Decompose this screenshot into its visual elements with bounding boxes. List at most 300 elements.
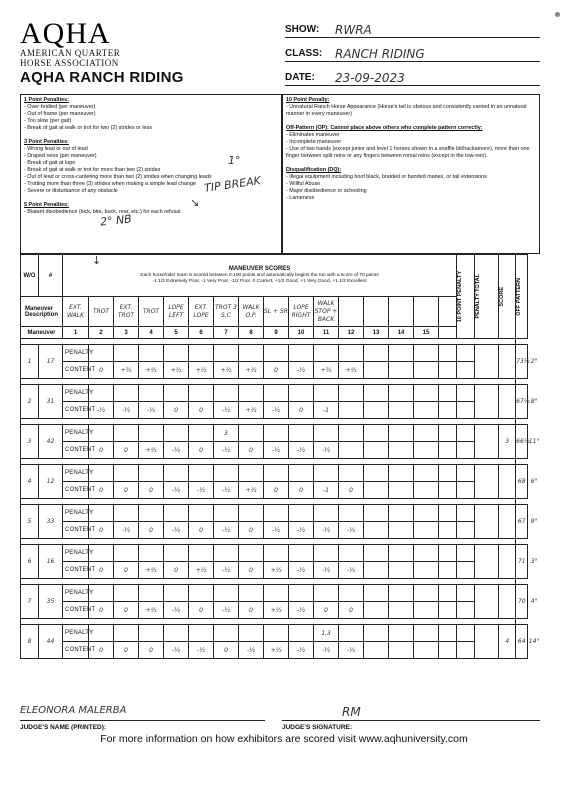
maneuver-score-cell[interactable] [389, 362, 414, 379]
penalty-cell[interactable] [114, 545, 139, 562]
penalty-cell[interactable] [339, 345, 364, 362]
maneuver-score-cell[interactable]: -½ [314, 442, 339, 459]
penalty-cell[interactable] [289, 385, 314, 402]
entry-work-order: 8 [21, 625, 39, 659]
maneuver-score-cell[interactable]: -½ [214, 522, 239, 539]
maneuver-score-cell[interactable]: 0 [114, 482, 139, 499]
maneuver-score-cell[interactable]: +½ [339, 362, 364, 379]
maneuver-description-label: Maneuver Description [21, 297, 63, 327]
corner-mark [555, 12, 560, 17]
maneuver-score-cell[interactable]: +½ [139, 442, 164, 459]
penalty-cell[interactable] [239, 625, 264, 642]
maneuver-score-cell[interactable]: +½ [139, 602, 164, 619]
maneuver-score-cell[interactable]: -½ [214, 482, 239, 499]
penalty-item: - Break of gait at lope [24, 160, 76, 166]
maneuver-score-cell[interactable]: -½ [339, 642, 364, 659]
maneuver-score-cell[interactable] [414, 442, 439, 459]
penalty-cell[interactable] [239, 385, 264, 402]
penalty-cell[interactable] [214, 585, 239, 602]
penalty-cell[interactable] [189, 345, 214, 362]
maneuver-score-cell[interactable]: 0 [89, 442, 114, 459]
penalty-cell[interactable] [364, 425, 389, 442]
penalty-cell[interactable] [439, 585, 457, 602]
maneuver-score-cell[interactable] [364, 402, 389, 419]
ten-point-penalty-cell[interactable] [475, 345, 499, 379]
score-cell[interactable]: 73½ [516, 345, 528, 379]
maneuver-score-cell[interactable]: -½ [339, 522, 364, 539]
penalty-cell[interactable] [164, 545, 189, 562]
maneuver-score-cell[interactable]: 0 [289, 482, 314, 499]
penalty-item: - Break of gait at walk or trot for more than two (2) strides [24, 167, 161, 173]
penalty-cell[interactable] [214, 385, 239, 402]
penalty-total-cell[interactable] [499, 465, 516, 499]
table-row [21, 442, 541, 459]
table-row [21, 545, 541, 562]
maneuver-score-cell[interactable] [364, 602, 389, 619]
ten-point-penalty-cell[interactable] [475, 465, 499, 499]
maneuver-score-cell[interactable]: 0 [114, 442, 139, 459]
maneuver-score-cell[interactable]: 0 [339, 602, 364, 619]
maneuver-score-cell[interactable] [414, 482, 439, 499]
penalty-cell[interactable] [139, 385, 164, 402]
penalty-cell[interactable] [139, 425, 164, 442]
maneuver-score-cell[interactable] [439, 642, 457, 659]
score-cell[interactable]: 64 [516, 625, 528, 659]
penalty-cell[interactable] [264, 585, 289, 602]
spare-cell [457, 345, 475, 362]
maneuver-score-cell[interactable]: -½ [89, 402, 114, 419]
maneuver-score-cell[interactable]: 0 [164, 562, 189, 579]
maneuver-number-cell: 1 [63, 327, 89, 339]
penalty-cell[interactable] [264, 505, 289, 522]
penalty-cell[interactable] [264, 625, 289, 642]
maneuver-score-cell[interactable]: -½ [289, 362, 314, 379]
maneuver-score-cell[interactable] [364, 522, 389, 539]
spare-cell [457, 642, 475, 659]
maneuver-score-cell[interactable]: -½ [214, 402, 239, 419]
maneuver-score-cell[interactable] [389, 442, 414, 459]
penalty-cell[interactable] [289, 625, 314, 642]
maneuver-score-cell[interactable]: +½ [239, 402, 264, 419]
penalty-cell[interactable] [439, 625, 457, 642]
penalty-row-label: PENALTY [63, 385, 89, 402]
maneuver-score-cell[interactable]: 0 [189, 442, 214, 459]
maneuver-score-cell[interactable] [364, 562, 389, 579]
maneuver-score-cell[interactable]: 0 [139, 482, 164, 499]
penalty-cell[interactable] [364, 345, 389, 362]
penalty-cell[interactable] [264, 465, 289, 482]
maneuver-score-cell[interactable]: -½ [264, 442, 289, 459]
maneuver-score-cell[interactable]: 0 [214, 642, 239, 659]
penalty-cell[interactable] [364, 465, 389, 482]
penalty-total-cell[interactable]: 3 [499, 425, 516, 459]
penalty-heading: Off-Pattern (OP): Cannot place above others who complete pattern correctly: [286, 125, 483, 131]
maneuver-description-cell [389, 297, 414, 327]
score-cell[interactable]: 67½ [516, 385, 528, 419]
penalty-cell[interactable] [264, 545, 289, 562]
penalty-cell[interactable] [214, 345, 239, 362]
maneuver-score-cell[interactable]: 0 [114, 602, 139, 619]
penalty-cell[interactable] [339, 425, 364, 442]
ten-point-penalty-cell[interactable] [475, 425, 499, 459]
maneuver-score-cell[interactable] [414, 522, 439, 539]
penalty-cell[interactable] [339, 545, 364, 562]
penalty-cell[interactable] [389, 385, 414, 402]
penalty-cell[interactable] [214, 545, 239, 562]
penalty-cell[interactable] [164, 345, 189, 362]
maneuver-score-cell[interactable] [364, 642, 389, 659]
penalty-cell[interactable] [314, 505, 339, 522]
score-cell[interactable]: 67 [516, 505, 528, 539]
penalty-gap [286, 160, 536, 167]
entry-work-order: 3 [21, 425, 39, 459]
judge-signature-field: RM [282, 705, 540, 721]
maneuver-score-cell[interactable]: 0 [239, 522, 264, 539]
maneuver-score-cell[interactable]: 0 [114, 642, 139, 659]
maneuver-label: Maneuver [21, 327, 63, 339]
penalty-cell[interactable] [189, 545, 214, 562]
penalty-row-label: PENALTY [63, 585, 89, 602]
maneuver-score-cell[interactable] [439, 562, 457, 579]
maneuver-score-cell[interactable] [414, 402, 439, 419]
maneuver-score-cell[interactable]: 0 [164, 402, 189, 419]
maneuver-score-cell[interactable]: -½ [164, 522, 189, 539]
penalty-cell[interactable] [339, 585, 364, 602]
maneuver-score-cell[interactable]: -½ [289, 562, 314, 579]
penalty-cell[interactable] [189, 505, 214, 522]
maneuver-score-cell[interactable]: -½ [189, 482, 214, 499]
penalty-cell[interactable] [214, 625, 239, 642]
penalty-cell[interactable] [389, 585, 414, 602]
maneuver-score-cell[interactable]: -½ [339, 562, 364, 579]
penalty-cell[interactable] [339, 385, 364, 402]
penalty-cell[interactable] [414, 585, 439, 602]
maneuver-score-cell[interactable] [339, 402, 364, 419]
penalty-cell[interactable] [364, 545, 389, 562]
maneuver-score-cell[interactable]: 0 [239, 562, 264, 579]
penalty-cell[interactable] [239, 465, 264, 482]
spare-cell [457, 562, 475, 579]
maneuver-score-cell[interactable]: -½ [264, 402, 289, 419]
maneuver-description-cell: EXT. TROT [114, 297, 139, 327]
penalty-cell[interactable] [314, 465, 339, 482]
maneuver-score-cell[interactable]: -½ [289, 522, 314, 539]
maneuver-score-cell[interactable]: -½ [164, 642, 189, 659]
penalty-cell[interactable] [189, 425, 214, 442]
penalty-cell[interactable] [289, 585, 314, 602]
score-cell[interactable]: 68 [516, 465, 528, 499]
maneuver-score-cell[interactable]: 0 [314, 602, 339, 619]
penalty-total-cell[interactable] [499, 385, 516, 419]
maneuver-score-cell[interactable] [439, 602, 457, 619]
score-label: SCORE [499, 286, 506, 307]
maneuver-score-cell[interactable]: -½ [314, 522, 339, 539]
penalty-cell[interactable] [139, 345, 164, 362]
table-row [21, 402, 541, 419]
penalty-cell[interactable] [314, 545, 339, 562]
penalty-cell[interactable] [339, 465, 364, 482]
penalty-cell[interactable] [239, 505, 264, 522]
maneuver-score-cell[interactable]: +½ [189, 562, 214, 579]
maneuver-score-cell[interactable]: -½ [164, 602, 189, 619]
ten-point-penalty-cell[interactable] [475, 385, 499, 419]
penalty-cell[interactable] [364, 585, 389, 602]
maneuver-number-cell: 4 [139, 327, 164, 339]
penalty-cell[interactable] [139, 585, 164, 602]
penalty-cell[interactable] [439, 345, 457, 362]
penalty-cell[interactable] [264, 385, 289, 402]
maneuver-score-cell[interactable] [439, 362, 457, 379]
logo-main-text: AQHA [20, 17, 111, 50]
penalty-cell[interactable] [389, 625, 414, 642]
maneuver-score-cell[interactable]: 0 [139, 522, 164, 539]
penalty-cell[interactable] [314, 585, 339, 602]
penalty-total-cell[interactable] [499, 505, 516, 539]
penalty-cell[interactable]: 1,3 [314, 625, 339, 642]
penalty-cell[interactable] [189, 585, 214, 602]
maneuver-score-cell[interactable]: +½ [139, 362, 164, 379]
maneuver-score-cell[interactable]: 0 [89, 482, 114, 499]
table-row [21, 585, 541, 602]
maneuver-score-cell[interactable]: +½ [164, 362, 189, 379]
penalty-cell[interactable] [414, 545, 439, 562]
penalty-cell[interactable] [114, 505, 139, 522]
penalty-cell[interactable] [289, 545, 314, 562]
maneuver-score-cell[interactable] [439, 482, 457, 499]
maneuver-score-cell[interactable]: 0 [89, 362, 114, 379]
maneuver-score-cell[interactable]: -½ [264, 522, 289, 539]
maneuver-score-cell[interactable]: -½ [314, 642, 339, 659]
penalty-cell[interactable] [314, 385, 339, 402]
maneuver-score-cell[interactable]: +½ [239, 362, 264, 379]
maneuver-score-cell[interactable] [339, 442, 364, 459]
maneuver-score-cell[interactable] [414, 362, 439, 379]
penalty-cell[interactable] [314, 345, 339, 362]
penalty-cell[interactable] [414, 345, 439, 362]
maneuver-score-cell[interactable]: -½ [214, 442, 239, 459]
maneuver-score-cell[interactable] [389, 562, 414, 579]
penalty-total-cell[interactable] [499, 585, 516, 619]
maneuver-score-cell[interactable] [439, 442, 457, 459]
penalty-cell[interactable] [189, 385, 214, 402]
maneuver-score-cell[interactable] [389, 642, 414, 659]
penalty-cell[interactable] [389, 465, 414, 482]
maneuver-score-cell[interactable]: +½ [139, 562, 164, 579]
maneuver-score-cell[interactable]: 0 [139, 642, 164, 659]
penalty-cell[interactable] [289, 345, 314, 362]
maneuver-score-cell[interactable]: 0 [239, 602, 264, 619]
penalty-cell[interactable] [239, 345, 264, 362]
ten-point-penalty-cell[interactable] [475, 545, 499, 579]
maneuver-score-cell[interactable] [439, 402, 457, 419]
penalty-cell[interactable] [414, 425, 439, 442]
maneuver-score-cell[interactable]: -½ [164, 482, 189, 499]
penalty-cell[interactable] [389, 345, 414, 362]
maneuver-score-cell[interactable]: 0 [114, 562, 139, 579]
maneuver-score-cell[interactable]: 0 [264, 482, 289, 499]
note-tip-break: TIP BREAK [203, 174, 262, 195]
ten-point-penalty-cell[interactable] [475, 585, 499, 619]
maneuver-score-cell[interactable] [414, 642, 439, 659]
maneuver-score-cell[interactable] [414, 602, 439, 619]
maneuver-score-cell[interactable]: -½ [214, 602, 239, 619]
penalty-item: - Trotting more than three (3) strides when making a simple lead change [24, 181, 196, 187]
maneuver-score-cell[interactable]: -½ [314, 562, 339, 579]
penalty-gap [286, 118, 536, 125]
table-row [21, 642, 541, 659]
maneuver-score-cell[interactable]: +½ [114, 362, 139, 379]
score-cell[interactable]: 71 [516, 545, 528, 579]
penalty-cell[interactable] [364, 625, 389, 642]
maneuver-score-cell[interactable] [389, 402, 414, 419]
maneuver-score-cell[interactable]: -½ [289, 642, 314, 659]
maneuver-score-cell[interactable]: 0 [189, 522, 214, 539]
maneuver-score-cell[interactable]: -½ [114, 402, 139, 419]
penalty-cell[interactable] [339, 505, 364, 522]
penalty-cell[interactable] [189, 465, 214, 482]
penalty-cell[interactable] [114, 625, 139, 642]
maneuver-score-cell[interactable]: 0 [89, 522, 114, 539]
penalty-cell[interactable] [164, 465, 189, 482]
penalty-cell[interactable] [164, 385, 189, 402]
penalty-cell[interactable] [189, 625, 214, 642]
penalty-cell[interactable] [214, 505, 239, 522]
judge-signature-label: JUDGE'S SIGNATURE: [282, 724, 353, 731]
maneuver-number-cell: 8 [239, 327, 264, 339]
maneuver-score-cell[interactable]: -½ [214, 562, 239, 579]
penalty-total-cell[interactable]: 4 [499, 625, 516, 659]
penalty-cell[interactable] [439, 545, 457, 562]
logo-line-1: AMERICAN QUARTER [20, 48, 121, 58]
placing-cell: 14° [528, 625, 540, 659]
maneuver-score-cell[interactable] [364, 362, 389, 379]
penalty-cell[interactable] [214, 465, 239, 482]
penalty-cell[interactable] [339, 625, 364, 642]
penalty-cell[interactable] [139, 505, 164, 522]
penalty-cell[interactable] [364, 385, 389, 402]
maneuver-score-cell[interactable]: -½ [189, 642, 214, 659]
penalty-cell[interactable]: 3 [214, 425, 239, 442]
ten-point-penalty-cell[interactable] [475, 505, 499, 539]
ten-point-penalty-cell[interactable] [475, 625, 499, 659]
maneuver-score-cell[interactable]: 0 [339, 482, 364, 499]
maneuver-score-cell[interactable]: +½ [314, 362, 339, 379]
penalty-cell[interactable] [414, 385, 439, 402]
penalty-cell[interactable] [139, 625, 164, 642]
penalty-cell[interactable] [439, 505, 457, 522]
spare-cell [457, 425, 475, 442]
maneuver-score-cell[interactable]: +½ [264, 602, 289, 619]
maneuver-score-cell[interactable]: +½ [214, 362, 239, 379]
maneuver-score-cell[interactable]: -½ [139, 402, 164, 419]
penalty-item: - Wrong lead or out of lead [24, 146, 88, 152]
maneuver-score-cell[interactable]: -½ [289, 442, 314, 459]
penalty-cell[interactable] [139, 465, 164, 482]
penalty-cell[interactable] [389, 425, 414, 442]
maneuver-score-cell[interactable] [364, 442, 389, 459]
penalty-heading: 10 Point Penalty: [286, 97, 330, 103]
maneuver-score-cell[interactable] [389, 482, 414, 499]
penalty-cell[interactable] [139, 545, 164, 562]
penalty-cell[interactable] [114, 345, 139, 362]
maneuver-score-cell[interactable]: +½ [239, 482, 264, 499]
maneuver-score-cell[interactable]: 0 [189, 402, 214, 419]
penalty-total-cell[interactable] [499, 545, 516, 579]
maneuver-score-cell[interactable]: 0 [189, 602, 214, 619]
penalty-total-cell[interactable] [499, 345, 516, 379]
penalty-cell[interactable] [364, 505, 389, 522]
penalty-cell[interactable] [239, 425, 264, 442]
maneuver-score-cell[interactable]: 0 [289, 402, 314, 419]
maneuver-score-cell[interactable]: -½ [289, 602, 314, 619]
maneuver-score-cell[interactable] [389, 522, 414, 539]
penalty-cell[interactable] [114, 385, 139, 402]
maneuver-score-cell[interactable]: -½ [114, 522, 139, 539]
penalty-cell[interactable] [389, 505, 414, 522]
penalty-cell[interactable] [114, 425, 139, 442]
maneuver-score-cell[interactable]: 0 [89, 642, 114, 659]
maneuver-score-cell[interactable]: 0 [89, 602, 114, 619]
maneuver-score-cell[interactable]: +½ [189, 362, 214, 379]
maneuver-score-cell[interactable] [414, 562, 439, 579]
penalty-cell[interactable] [264, 345, 289, 362]
maneuver-score-cell[interactable]: 0 [239, 442, 264, 459]
penalty-cell[interactable] [114, 465, 139, 482]
off-pattern-header [516, 255, 528, 339]
maneuver-score-cell[interactable]: -½ [164, 442, 189, 459]
penalty-cell[interactable] [164, 625, 189, 642]
maneuver-number-cell: 11 [314, 327, 339, 339]
penalty-gap [24, 132, 278, 139]
maneuver-score-cell[interactable]: +½ [264, 642, 289, 659]
penalty-cell[interactable] [314, 425, 339, 442]
entry-work-order: 7 [21, 585, 39, 619]
maneuver-score-cell[interactable]: 0 [89, 562, 114, 579]
penalty-cell[interactable] [439, 465, 457, 482]
penalty-cell[interactable] [414, 505, 439, 522]
penalty-cell[interactable] [164, 425, 189, 442]
maneuver-score-cell[interactable]: 0 [264, 362, 289, 379]
penalty-cell[interactable] [239, 545, 264, 562]
penalty-cell[interactable] [439, 425, 457, 442]
penalty-cell[interactable] [289, 505, 314, 522]
maneuver-score-cell[interactable] [389, 602, 414, 619]
penalty-cell[interactable] [289, 425, 314, 442]
penalty-cell[interactable] [289, 465, 314, 482]
score-cell[interactable]: 66½ [516, 425, 528, 459]
penalty-cell[interactable] [239, 585, 264, 602]
penalty-cell[interactable] [164, 585, 189, 602]
maneuver-score-cell[interactable] [439, 522, 457, 539]
off-pattern-label: OFF PATTERN [516, 277, 523, 316]
score-cell[interactable]: 70 [516, 585, 528, 619]
entry-work-order: 4 [21, 465, 39, 499]
maneuver-score-cell[interactable]: -½ [239, 642, 264, 659]
penalty-cell[interactable] [164, 505, 189, 522]
score-table [20, 254, 540, 659]
penalty-cell[interactable] [264, 425, 289, 442]
maneuver-score-cell[interactable]: -1 [314, 402, 339, 419]
penalty-cell[interactable] [414, 465, 439, 482]
maneuver-score-cell[interactable] [364, 482, 389, 499]
logo-line-2: HORSE ASSOCIATION [20, 58, 119, 68]
penalty-cell[interactable] [114, 585, 139, 602]
penalty-cell[interactable] [439, 385, 457, 402]
maneuver-score-cell[interactable]: -1 [314, 482, 339, 499]
penalty-cell[interactable] [414, 625, 439, 642]
penalty-cell[interactable] [389, 545, 414, 562]
maneuver-score-cell[interactable]: +½ [264, 562, 289, 579]
